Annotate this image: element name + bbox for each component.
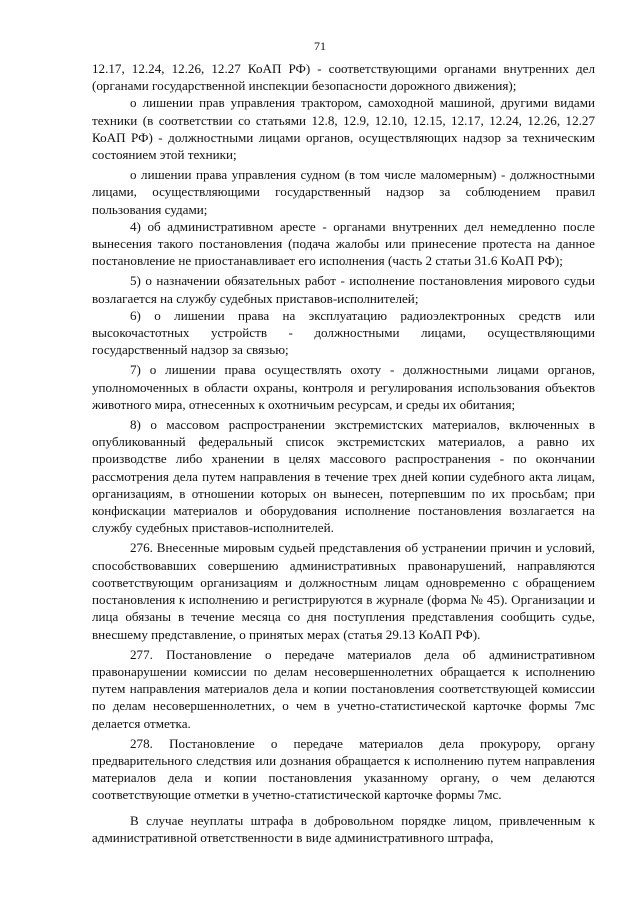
document-body <box>92 60 595 846</box>
paragraph-item-6: 6) о лишении права на эксплуатацию радиоэлектронных средств или высокочастотных устройств - должностными лицами, осуществляющими государственный надзор за связью; <box>92 307 595 358</box>
paragraph-278: 278. Постановление о передаче материалов дела прокурору, органу предварительного следствия или дознания обращается к исполнению путем направления материалов дела и копии постановления указанному органу, о чем делаются соответствующие отметки в учетно-статистической карточке формы 7мс. <box>92 735 595 803</box>
paragraph-fine-nonpayment: В случае неуплаты штрафа в добровольном порядке лицом, привлеченным к административной ответственности в виде административного штрафа, <box>92 812 595 845</box>
paragraph-item-4: 4) об административном аресте - органами внутренних дел немедленно после вынесения такого постановления (подача жалобы или принесение протеста на данное постановление не приостанавливает его исполнения (часть 2 статьи 31.6 КоАП РФ); <box>92 218 595 269</box>
paragraph-item-8: 8) о массовом распространении экстремистских материалов, включенных в опубликованный федеральный список экстремистских материалов, а равно их производстве либо хранении в целях массового распространения - по окончании рассмотрения дела путем направления в течение трех дней копии судебного акта лицам, организациям, в отношении которых он вынесен, потерпевшим по их просьбам; при конфискации материалов и оборудования исполнение постановления возлагается на службу судебных приставов-исполнителей. <box>92 417 595 536</box>
paragraph-276: 276. Внесенные мировым судьей представления об устранении причин и условий, способствовавших совершению административных правонарушений, направляются соответствующим организациям и должностным лицам одновременно с обращением постановления к исполнению и регистрируются в журнале (форма № 45). Организации и лица обязаны в течение месяца со дня поступления представления сообщить судье, внесшему представление, о принятых мерах (статья 29.13 КоАП РФ). <box>92 540 595 642</box>
paragraph-item-5: 5) о назначении обязательных работ - исполнение постановления мирового судьи возлагается на службу судебных приставов-исполнителей; <box>92 273 595 306</box>
paragraph-continuation: 12.17, 12.24, 12.26, 12.27 КоАП РФ) - соответствующими органами внутренних дел (органами государственной инспекции безопасности дорожного движения); <box>92 61 595 94</box>
paragraph-tractor-license: о лишении прав управления трактором, самоходной машиной, другими видами техники (в соответствии со статьями 12.8, 12.9, 12.10, 12.15, 12.17, 12.24, 12.26, 12.27 КоАП РФ) - должностными лицами органов, осуществляющих надзор за техническим состоянием этой техники; <box>92 95 595 163</box>
page-number: 71 <box>314 39 326 53</box>
paragraph-vessel-license: о лишении права управления судном (в том числе маломерным) - должностными лицами, осуществляющими государственный надзор за соблюдением правил пользования судами; <box>92 167 595 217</box>
paragraph-item-7: 7) о лишении права осуществлять охоту - должностными лицами органов, уполномоченных в области охраны, контроля и регулирования использования объектов животного мира, отнесенных к охотничьим ресурсам, и среды их обитания; <box>92 362 595 412</box>
paragraph-277: 277. Постановление о передаче материалов дела об административном правонарушении комиссии по делам несовершеннолетних обращается к исполнению путем направления материалов дела и копии постановления соответствующей комиссии по делам несовершеннолетних, о чем в учетно-статистической карточке формы 7мс делается отметка. <box>92 646 595 731</box>
